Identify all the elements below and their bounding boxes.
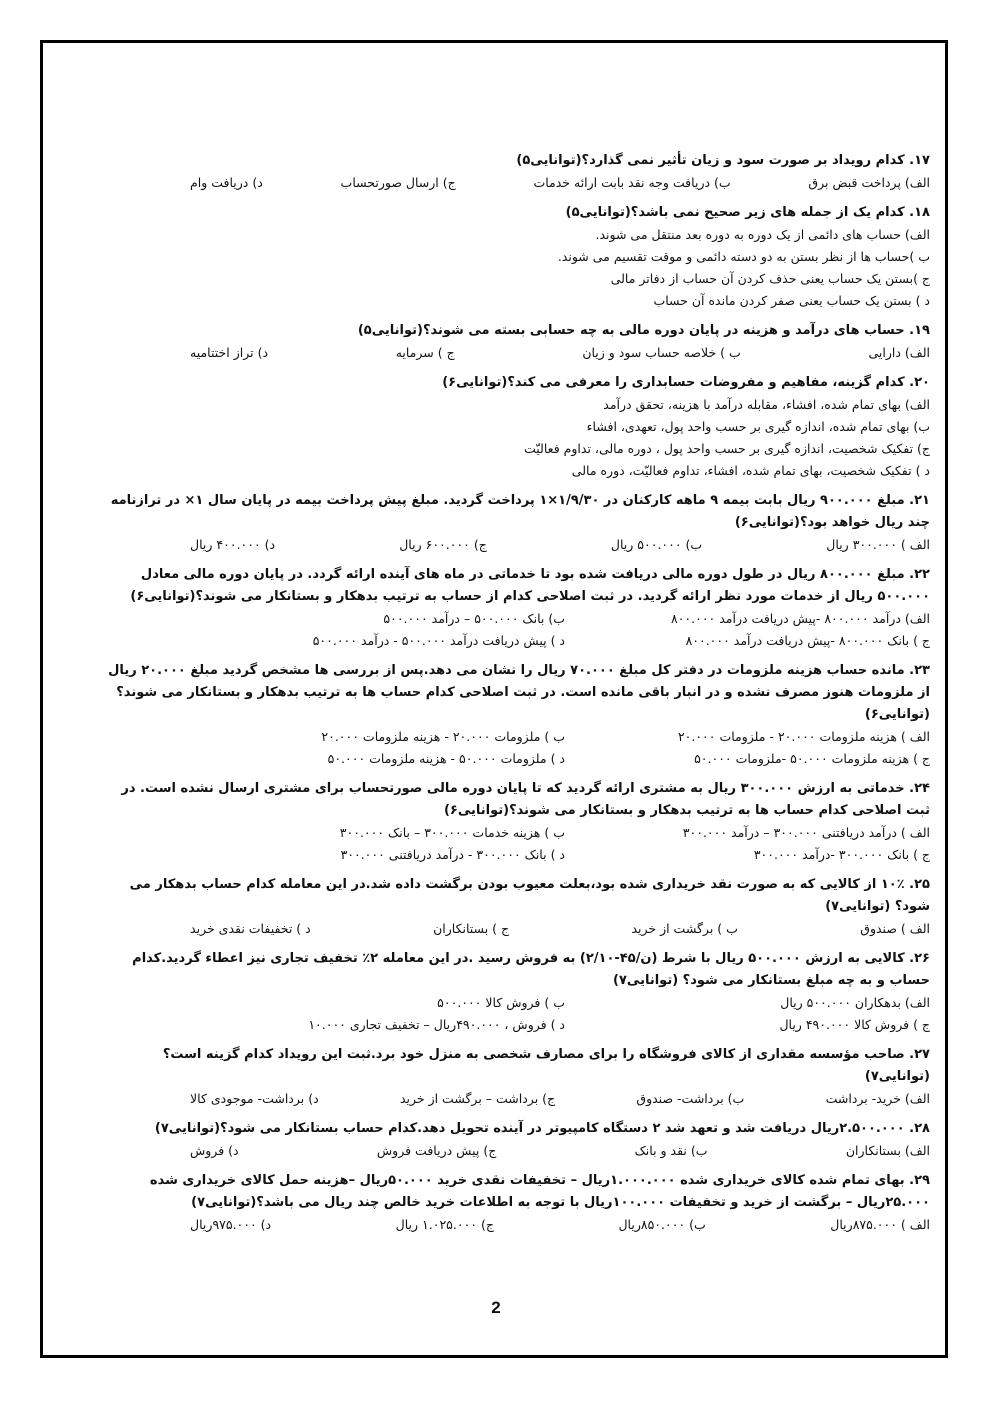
question-text: ۲۰. کدام گزینه، مفاهیم و مفروضات حسابداری را معرفی می کند؟(توانایی۶)	[442, 375, 930, 390]
answer-option: الف) بدهکاران ۵۰۰.۰۰۰ ریال	[780, 995, 930, 1010]
answer-option: د) برداشت- موجودی کالا	[190, 1091, 319, 1106]
answer-option: ب) ۸۵۰.۰۰۰ریال	[618, 1217, 706, 1232]
answer-option: الف) حساب های دائمی از یک دوره به دوره بعد منتقل می شوند.	[595, 227, 930, 242]
answer-option: د) ۹۷۵.۰۰۰ریال	[190, 1217, 272, 1232]
answer-option: د) فروش	[190, 1143, 239, 1158]
question-block	[100, 490, 930, 556]
answer-option: ب) بهای تمام شده، اندازه گیری بر حسب واحد پول، تعهدی، افشاء	[586, 419, 930, 434]
answer-options	[100, 1214, 930, 1236]
answer-option: د) دریافت وام	[190, 175, 263, 190]
answer-option: الف) پرداخت قبض برق	[808, 175, 930, 190]
answer-option: ب) برداشت- صندوق	[636, 1091, 745, 1106]
question-text: ۲۳. مانده حساب هزینه ملزومات در دفتر کل مبلغ ۷۰.۰۰۰ ریال را نشان می دهد.پس از بررسی ها مشخص گردید مبلغ ۲۰.۰۰۰ ریال از ملزومات هنوز مصرف نشده و در انبار باقی مانده است. در ثبت اصلاحی کدام حساب ها به ترتیب بدهکار و بستانکار می شوند؟(توانایی۶)	[103, 663, 930, 722]
question-block	[100, 1118, 930, 1162]
answer-option: ج ) هزینه ملزومات ۵۰.۰۰۰ -ملزومات ۵۰.۰۰۰	[694, 751, 930, 766]
answer-option: ب) دریافت وجه نقد بابت ارائه خدمات	[533, 175, 731, 190]
question-text: ۲۵. ۱۰٪ از کالایی که به صورت نقد خریداری شده بود،بعلت معیوب بودن برگشت داده شد.در این معامله کدام حساب بدهکار می شود؟ (توانایی۷)	[125, 877, 930, 914]
question-text: ۲۴. خدماتی به ارزش ۳۰۰.۰۰۰ ریال به مشتری ارائه گردید که تا پایان دوره مالی صورتحساب برای مشتری ارسال نشده است. در ثبت اصلاحی کدام حساب ها به ترتیب بدهکار و بستانکار می شوند؟(توانایی۶)	[116, 781, 930, 818]
answer-options	[100, 918, 930, 940]
answer-option: الف) بهای تمام شده، افشاء، مقابله درآمد با هزینه، تحقق درآمد	[603, 397, 930, 412]
answer-option: الف ) هزینه ملزومات ۲۰.۰۰۰ - ملزومات ۲۰.۰۰۰	[677, 729, 930, 744]
answer-option: د) ۴۰۰.۰۰۰ ریال	[190, 537, 276, 552]
answer-option: ج ) بستانکاران	[433, 921, 510, 936]
answer-option: الف) بستانکاران	[845, 1143, 930, 1158]
question-text: ۲۱. مبلغ ۹۰۰.۰۰۰ ریال بابت بیمه ۹ ماهه کارکنان در ۱/۹/۳۰×۱ پرداخت گردید. مبلغ پیش پرداخت بیمه در پایان سال ۱× در ترازنامه چند ریال خواهد بود؟(توانایی۶)	[106, 493, 930, 530]
answer-option: الف) خرید- برداشت	[825, 1091, 930, 1106]
answer-option: د ) بانک ۳۰۰.۰۰۰ - درآمد دریافتنی ۳۰۰.۰۰۰	[340, 847, 565, 862]
answer-options	[100, 1088, 930, 1110]
question-block	[100, 320, 930, 364]
answer-option: ب ) برگشت از خرید	[631, 921, 738, 936]
answer-option: ج) ارسال صورتحساب	[340, 175, 456, 190]
answer-options	[100, 1140, 930, 1162]
answer-options	[100, 992, 930, 1036]
question-text: ۲۶. کالایی به ارزش ۵۰۰.۰۰۰ ریال با شرط (ن/۴۵-۲/۱۰) به فروش رسید .در این معامله ۲٪ تخفیف تجاری نیز اعطاء گردید.کدام حساب و به چه مبلغ بستانکار می شود؟ (توانایی۷)	[127, 951, 930, 988]
answer-options	[100, 726, 930, 770]
answer-option: ج )بستن یک حساب یعنی حذف کردن آن حساب از دفاتر مالی	[610, 271, 930, 286]
answer-option: ج ) بانک ۳۰۰.۰۰۰ -درآمد ۳۰۰.۰۰۰	[753, 847, 930, 862]
answer-option: ب ) ملزومات ۲۰.۰۰۰ - هزینه ملزومات ۲۰.۰۰۰	[321, 729, 565, 744]
question-text: ۱۷. کدام رویداد بر صورت سود و زیان تأثیر نمی گذارد؟(توانایی۵)	[516, 153, 930, 168]
answer-option: الف) درآمد ۸۰۰.۰۰۰ -پیش دریافت درآمد ۸۰۰.۰۰۰	[671, 611, 930, 626]
question-block	[100, 874, 930, 940]
question-text: ۲۲. مبلغ ۸۰۰.۰۰۰ ریال در طول دوره مالی دریافت شده بود تا خدماتی در ماه های آینده ارائه گردد. در پایان دوره مالی معادل ۵۰۰.۰۰۰ ریال از خدمات مورد نظر ارائه گردید. در ثبت اصلاحی کدام از حساب به ترتیب بدهکار و بستانکار می شوند؟(توانایی۶)	[130, 567, 930, 604]
answer-option: الف ) ۸۷۵.۰۰۰ریال	[830, 1217, 930, 1232]
answer-option: د ) تخفیفات نقدی خرید	[190, 921, 311, 936]
question-block	[100, 1044, 930, 1110]
answer-option: ج ) سرمایه	[395, 345, 455, 360]
answer-option: ج) ۶۰۰.۰۰۰ ریال	[399, 537, 487, 552]
question-block	[100, 948, 930, 1036]
answer-options	[100, 342, 930, 364]
answer-option: ب ) فروش کالا ۵۰۰.۰۰۰	[437, 995, 565, 1010]
answer-options	[100, 822, 930, 866]
answer-options	[100, 224, 930, 312]
answer-option: ب ) خلاصه حساب سود و زیان	[582, 345, 741, 360]
answer-option: ب )حساب ها از نظر بستن به دو دسته دائمی و موقت تقسیم می شوند.	[557, 249, 930, 264]
answer-option: ج) ۱.۰۲۵.۰۰۰ ریال	[395, 1217, 494, 1232]
question-text: ۲۹. بهای تمام شده کالای خریداری شده ۱.۰۰۰.۰۰۰ریال – تخفیفات نقدی خرید ۵۰.۰۰۰ریال –هزینه حمل کالای خریداری شده ۲۵.۰۰۰ریال – برگشت از خرید و تخفیفات ۱۰۰.۰۰۰ریال با توجه به اطلاعات خرید خالص چند ریال می باشد؟(توانایی۷)	[145, 1173, 930, 1210]
answer-option: الف ) درآمد دریافتنی ۳۰۰.۰۰۰ – درآمد ۳۰۰.۰۰۰	[682, 825, 930, 840]
answer-option: ج ) فروش کالا ۴۹۰.۰۰۰ ریال	[779, 1017, 930, 1032]
answer-option: ب) بانک ۵۰۰.۰۰۰ – درآمد ۵۰۰.۰۰۰	[383, 611, 565, 626]
answer-option: ب) نقد و بانک	[634, 1143, 708, 1158]
question-block	[100, 150, 930, 194]
question-block	[100, 1170, 930, 1236]
answer-option: د ) پیش دریافت درآمد ۵۰۰.۰۰۰ - درآمد ۵۰۰.۰۰۰	[312, 633, 565, 648]
answer-option: د ) تفکیک شخصیت، بهای تمام شده، افشاء، تداوم فعالیّت، دوره مالی	[571, 463, 930, 478]
question-text: ۱۹. حساب های درآمد و هزینه در پایان دوره مالی به چه حسابی بسته می شوند؟(توانایی۵)	[357, 323, 930, 338]
question-text: ۲۸. ۲.۵۰۰.۰۰۰ریال دریافت شد و تعهد شد ۲ دستگاه کامپیوتر در آینده تحویل دهد.کدام حساب بستانکار می شود؟(توانایی۷)	[154, 1121, 930, 1136]
answer-option: ج) برداشت – برگشت از خرید	[399, 1091, 556, 1106]
question-block	[100, 660, 930, 770]
answer-option: ب ) هزینه خدمات ۳۰۰.۰۰۰ – بانک ۳۰۰.۰۰۰	[339, 825, 565, 840]
answer-option: د) تراز اختتامیه	[190, 345, 269, 360]
question-text: ۲۷. صاحب مؤسسه مقداری از کالای فروشگاه را برای مصارف شخصی به منزل خود برد.ثبت این رویداد کدام گزینه است؟ (توانایی۷)	[158, 1047, 930, 1084]
exam-questions	[100, 150, 930, 1244]
answer-options	[100, 394, 930, 482]
answer-options	[100, 534, 930, 556]
question-block	[100, 778, 930, 866]
question-text: ۱۸. کدام یک از جمله های زیر صحیح نمی باشد؟(توانایی۵)	[565, 205, 930, 220]
answer-option: د ) ملزومات ۵۰.۰۰۰ - هزینه ملزومات ۵۰.۰۰۰	[327, 751, 565, 766]
answer-option: الف) دارایی	[868, 345, 930, 360]
answer-option: ب) ۵۰۰.۰۰۰ ریال	[610, 537, 703, 552]
answer-option: ج) پیش دریافت فروش	[376, 1143, 497, 1158]
answer-option: ج ) بانک ۸۰۰.۰۰۰ -پیش دریافت درآمد ۸۰۰.۰۰۰	[685, 633, 930, 648]
answer-options	[100, 172, 930, 194]
answer-options	[100, 608, 930, 652]
question-block	[100, 372, 930, 482]
answer-option: الف ) صندوق	[860, 921, 930, 936]
answer-option: ج) تفکیک شخصیت، اندازه گیری بر حسب واحد پول ، دوره مالی، تداوم فعالیّت	[524, 441, 930, 456]
question-block	[100, 564, 930, 652]
question-block	[100, 202, 930, 312]
page-number: 2	[491, 1298, 501, 1317]
answer-option: د ) فروش ، ۴۹۰.۰۰۰ریال – تخفیف تجاری ۱۰.۰۰۰	[308, 1017, 565, 1032]
answer-option: د ) بستن یک حساب یعنی صفر کردن مانده آن حساب	[653, 293, 930, 308]
answer-option: الف ) ۳۰۰.۰۰۰ ریال	[826, 537, 930, 552]
